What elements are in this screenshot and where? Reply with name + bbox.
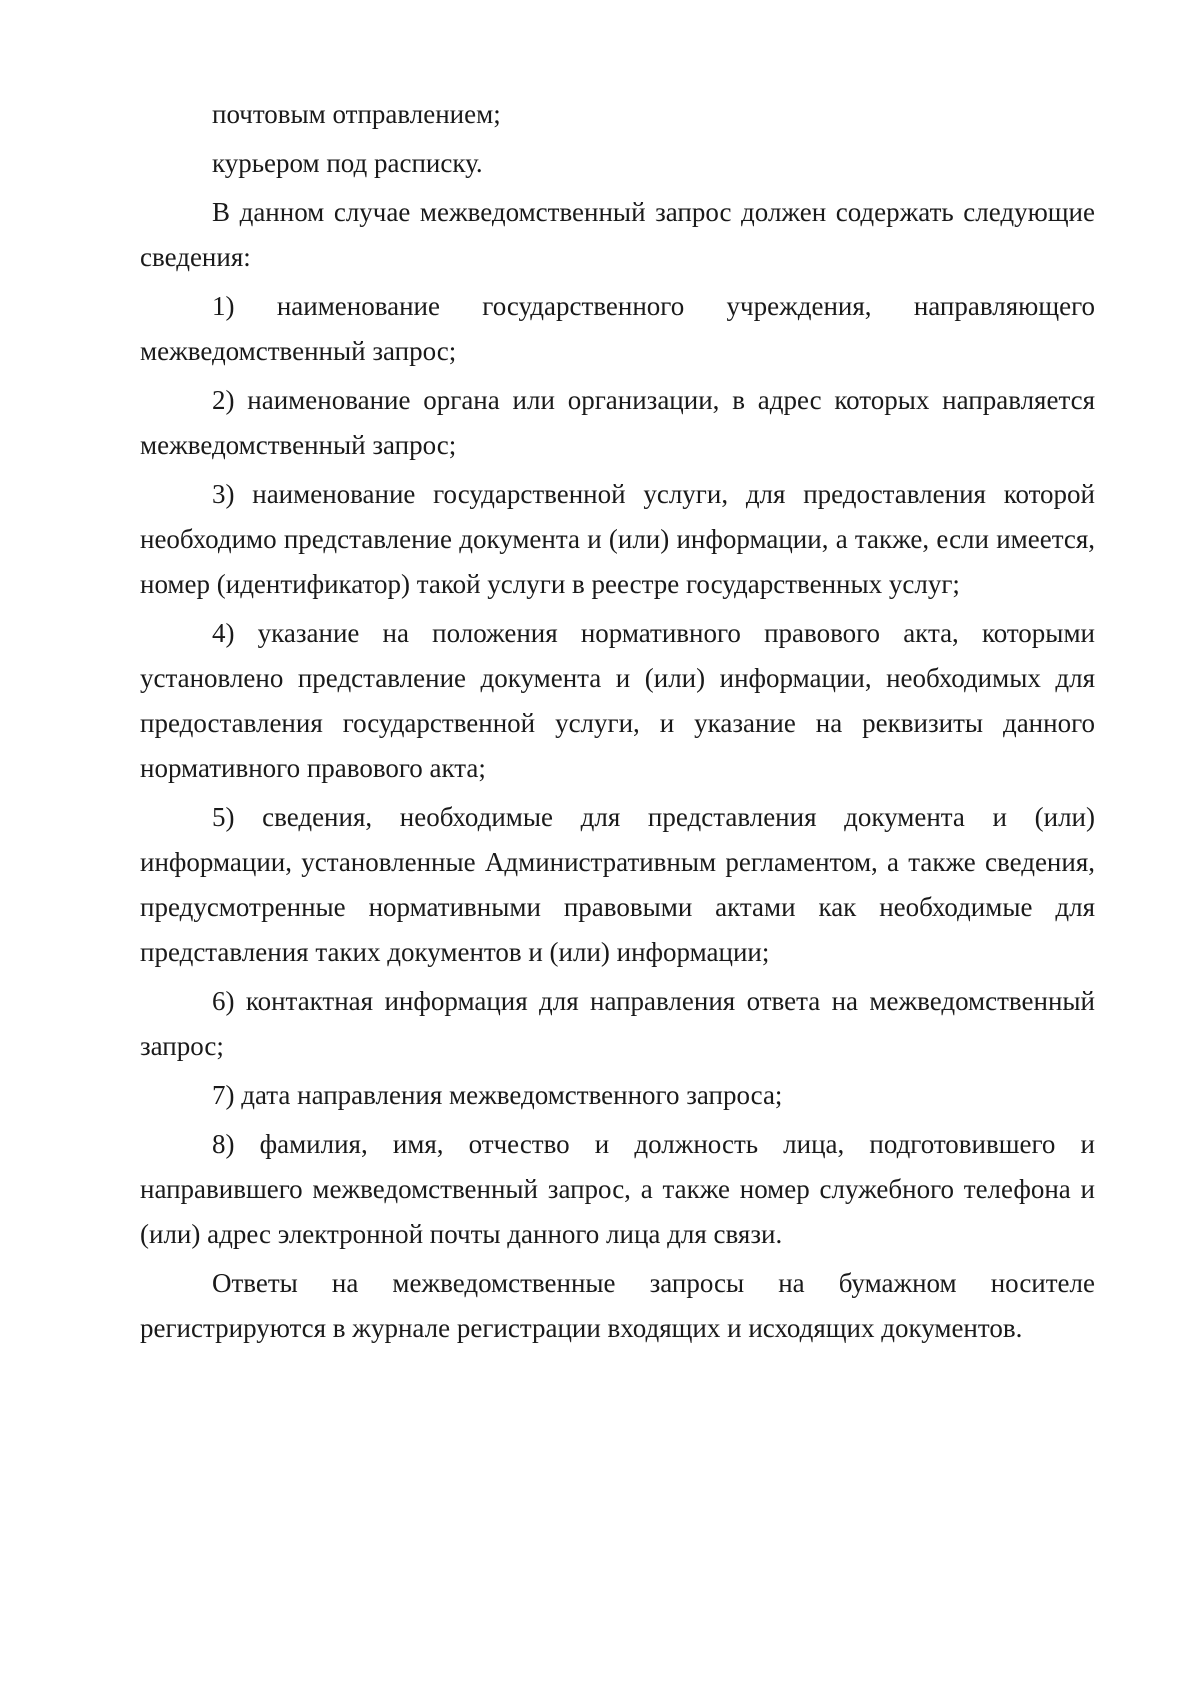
list-item-1: 1) наименование государственного учреждения, направляющего межведомственный запрос; xyxy=(140,291,1095,366)
paragraph-postal: почтовым отправлением; xyxy=(212,99,501,129)
list-item-7: 7) дата направления межведомственного запроса; xyxy=(212,1080,783,1110)
list-item-4: 4) указание на положения нормативного правового акта, которыми установлено представление документа и (или) информации, необходимых для предоставления государственной услуги, и указание на реквизиты данного нормативного правового акта; xyxy=(140,618,1095,783)
list-item-5: 5) сведения, необходимые для представления документа и (или) информации, установленные Административным регламентом, а также сведения, предусмотренные нормативными правовыми актами как необходимые для представления таких документов и (или) информации; xyxy=(140,802,1095,967)
document-body xyxy=(140,92,1095,1355)
paragraph-responses: Ответы на межведомственные запросы на бумажном носителе регистрируются в журнале регистрации входящих и исходящих документов. xyxy=(140,1268,1095,1343)
list-item-6: 6) контактная информация для направления ответа на межведомственный запрос; xyxy=(140,986,1095,1061)
list-item-8: 8) фамилия, имя, отчество и должность лица, подготовившего и направившего межведомственный запрос, а также номер служебного телефона и (или) адрес электронной почты данного лица для связи. xyxy=(140,1129,1095,1249)
list-item-2: 2) наименование органа или организации, в адрес которых направляется межведомственный запрос; xyxy=(140,385,1095,460)
paragraph-courier: курьером под расписку. xyxy=(212,148,483,178)
paragraph-request-contents: В данном случае межведомственный запрос должен содержать следующие сведения: xyxy=(140,197,1095,272)
list-item-3: 3) наименование государственной услуги, для предоставления которой необходимо представление документа и (или) информации, а также, если имеется, номер (идентификатор) такой услуги в реестре государственных услуг; xyxy=(140,479,1095,599)
